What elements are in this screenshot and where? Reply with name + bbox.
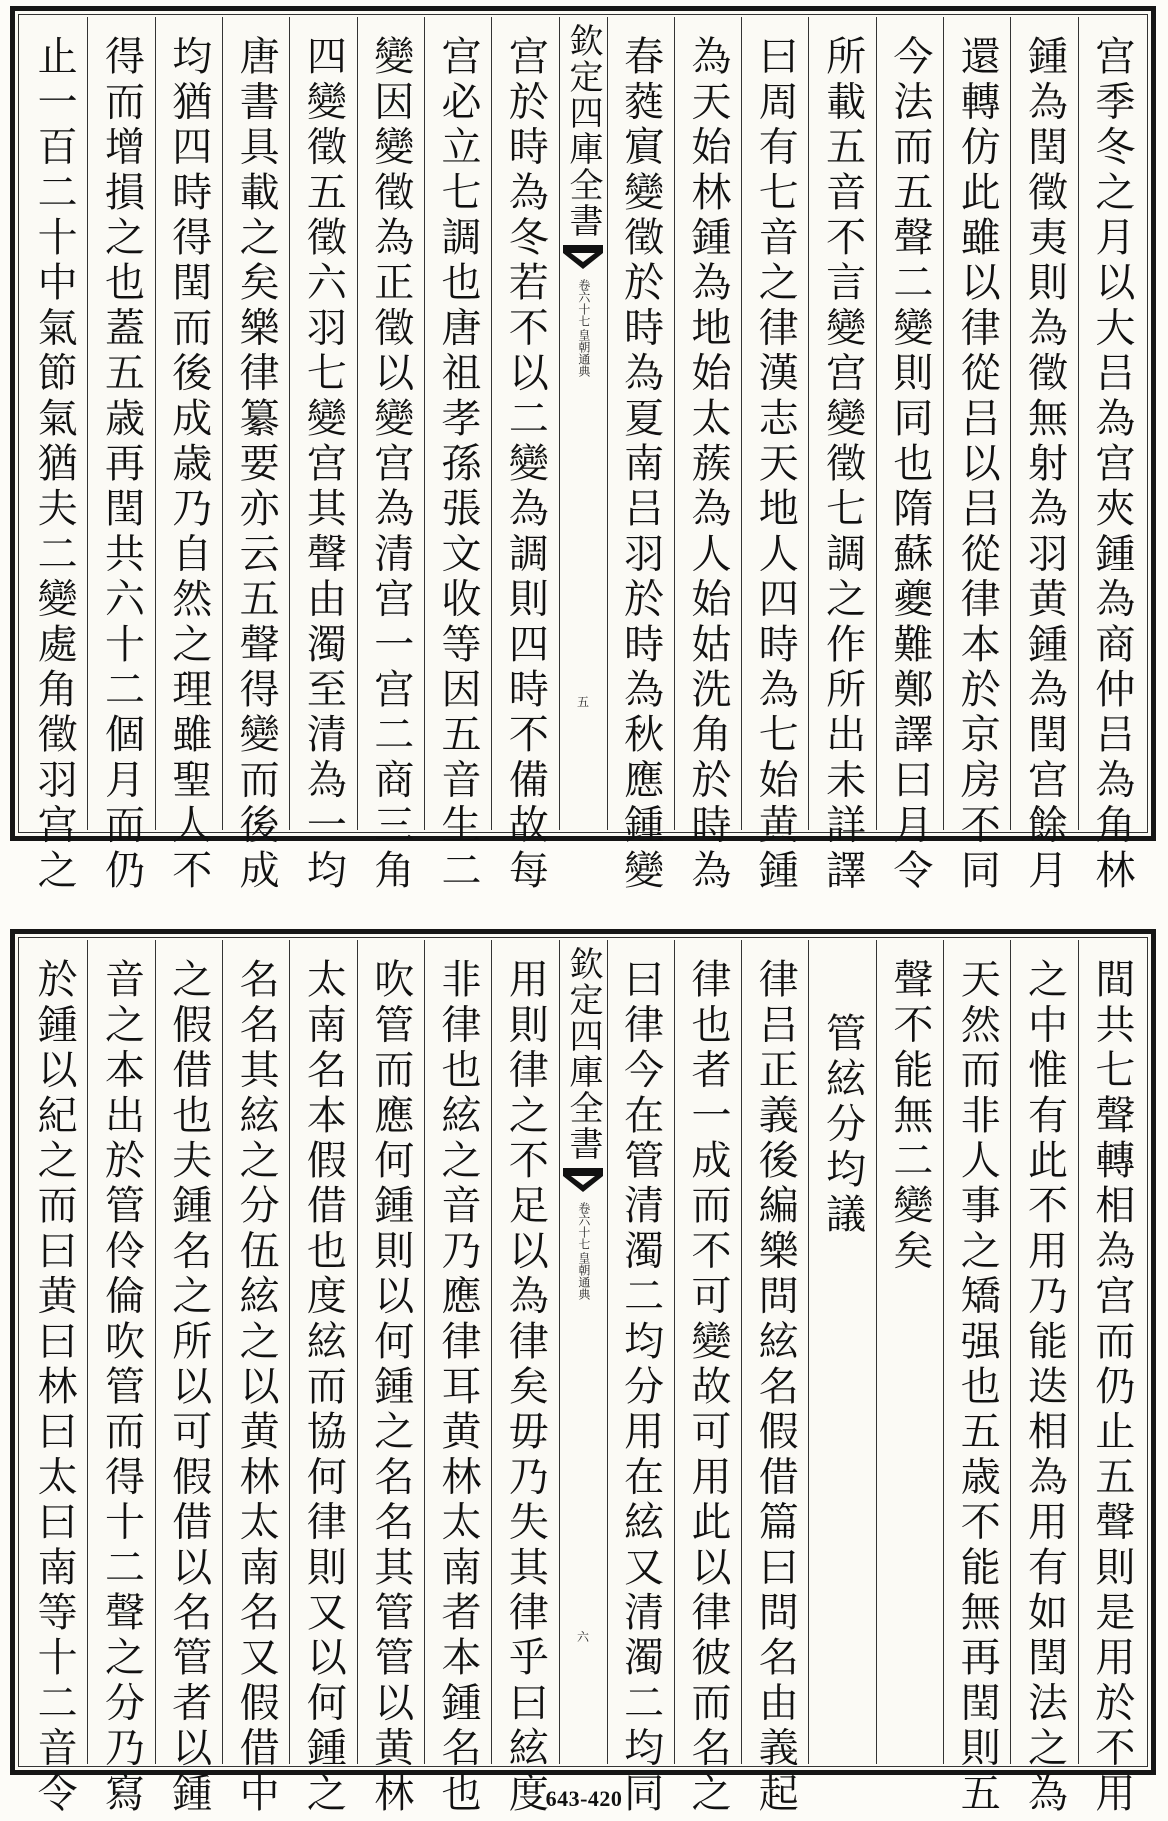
book-title: 欽定四庫全書 bbox=[563, 23, 603, 239]
column-text: 之假借也夫鍾名之所以可假借以名管者以鍾 bbox=[165, 958, 212, 1817]
column-text: 止一百二十中氣節氣猶夫二變處角徵羽宫之 bbox=[31, 35, 78, 894]
text-column bbox=[289, 940, 356, 1817]
text-column bbox=[491, 940, 558, 1817]
collection-name: 皇朝通典 bbox=[576, 1252, 591, 1300]
text-column bbox=[1010, 17, 1077, 894]
column-text: 得而增損之也蓋五歳再閏共六十二個月而仍 bbox=[98, 35, 145, 894]
fishtail-mark-icon bbox=[563, 1168, 603, 1194]
page-number: 五 bbox=[576, 695, 589, 709]
section-heading-column bbox=[808, 940, 875, 1764]
column-text: 宫季冬之月以大吕為宫夾鍾為商仲吕為角林 bbox=[1088, 35, 1135, 894]
text-column bbox=[808, 17, 875, 894]
column-text: 太南名本假借也度絃而協何律則又以何鍾之 bbox=[300, 958, 347, 1817]
text-column bbox=[222, 17, 289, 894]
text-column bbox=[289, 17, 356, 894]
column-text: 春蕤賔變徵於時為夏南吕羽於時為秋應鍾變 bbox=[617, 35, 664, 894]
column-text: 宫必立七調也唐祖孝孫張文收等因五音生二 bbox=[435, 35, 482, 894]
column-text: 吹管而應何鍾則以何鍾之名名其管管以黄林 bbox=[367, 958, 414, 1817]
column-text: 曰律今在管清濁二均分用在絃又清濁二均同 bbox=[617, 958, 664, 1817]
column-text: 聲不能無二變矣 bbox=[886, 958, 933, 1275]
text-column bbox=[876, 17, 943, 894]
text-column bbox=[607, 940, 674, 1817]
fishtail-mark-icon bbox=[563, 245, 603, 271]
column-text: 今法而五聲二變則同也隋蘇夔難鄭譯曰月令 bbox=[886, 35, 933, 894]
text-column bbox=[741, 17, 808, 894]
text-column bbox=[741, 940, 808, 1817]
column-text: 於鍾以紀之而曰黄曰林曰太曰南等十二音令 bbox=[31, 958, 78, 1817]
column-text: 四變徵五徵六羽七變宫其聲由濁至清為一均 bbox=[300, 35, 347, 894]
page-number: 六 bbox=[576, 1630, 589, 1644]
collection-name: 皇朝通典 bbox=[576, 329, 591, 377]
text-column bbox=[1010, 940, 1077, 1817]
text-column bbox=[491, 17, 558, 894]
text-column bbox=[1078, 17, 1145, 894]
page-code: 643-420 bbox=[545, 1786, 623, 1811]
text-column bbox=[21, 940, 87, 1817]
volume-number: 卷六十七 bbox=[576, 279, 591, 327]
section-heading: 管絃分均議 bbox=[819, 1012, 866, 1238]
upper-page bbox=[10, 6, 1156, 894]
column-text: 宫於時為冬若不以二變為調則四時不備故每 bbox=[502, 35, 549, 894]
text-column bbox=[155, 940, 222, 1817]
column-text: 名名其絃之分伍絃之以黄林太南名又假借中 bbox=[233, 958, 280, 1817]
text-column bbox=[87, 17, 154, 894]
column-text: 律也者一成而不可變故可用此以律彼而名之 bbox=[684, 958, 731, 1817]
text-column bbox=[424, 17, 491, 894]
column-text: 鍾為閏徵夷則為徵無射為羽黄鍾為閏宫餘月 bbox=[1021, 35, 1068, 894]
column-text: 用則律之不足以為律矣毋乃失其律乎曰絃度 bbox=[502, 958, 549, 1817]
text-column bbox=[222, 940, 289, 1817]
text-column bbox=[21, 17, 87, 894]
column-text: 變因變徵為正徵以變宫為清宫一宫二商三角 bbox=[367, 35, 414, 894]
volume-info bbox=[576, 1202, 590, 1300]
text-column bbox=[674, 940, 741, 1817]
volume-info bbox=[576, 279, 590, 377]
column-text: 之中惟有此不用乃能迭相為用有如閏法之為 bbox=[1021, 958, 1068, 1817]
text-column bbox=[607, 17, 674, 894]
text-column bbox=[155, 17, 222, 894]
text-column bbox=[357, 940, 424, 1817]
text-column bbox=[424, 940, 491, 1817]
text-column bbox=[876, 940, 943, 1764]
text-column bbox=[943, 940, 1010, 1817]
center-fold-column bbox=[559, 17, 607, 830]
center-fold-column bbox=[559, 940, 607, 1764]
text-column bbox=[674, 17, 741, 894]
column-text: 音之本出於管伶倫吹管而得十二聲之分乃寫 bbox=[98, 958, 145, 1817]
volume-number: 卷六十七 bbox=[576, 1202, 591, 1250]
text-column bbox=[943, 17, 1010, 894]
column-text: 均猶四時得閏而後成歳乃自然之理雖聖人不 bbox=[165, 35, 212, 894]
column-text: 非律也絃之音乃應律耳黄林太南者本鍾名也 bbox=[435, 958, 482, 1817]
column-text: 還轉仿此雖以律從吕以吕從律本於京房不同 bbox=[954, 35, 1001, 894]
column-text: 間共七聲轉相為宫而仍止五聲則是用於不用 bbox=[1088, 958, 1135, 1817]
column-text: 唐書具載之矣樂律纂要亦云五聲得變而後成 bbox=[233, 35, 280, 894]
text-column bbox=[87, 940, 154, 1817]
column-text: 為天始林鍾為地始太蔟為人始姑洗角於時為 bbox=[684, 35, 731, 894]
column-text: 律吕正義後編樂問絃名假借篇曰問名由義起 bbox=[752, 958, 799, 1817]
book-title: 欽定四庫全書 bbox=[563, 946, 603, 1162]
text-column bbox=[357, 17, 424, 894]
column-text: 天然而非人事之矯强也五歳不能無再閏則五 bbox=[954, 958, 1001, 1817]
column-text: 所載五音不言變宫變徵七調之作所出未詳譯 bbox=[819, 35, 866, 894]
text-column bbox=[1078, 940, 1145, 1817]
column-text: 曰周有七音之律漢志天地人四時為七始黄鍾 bbox=[752, 35, 799, 894]
